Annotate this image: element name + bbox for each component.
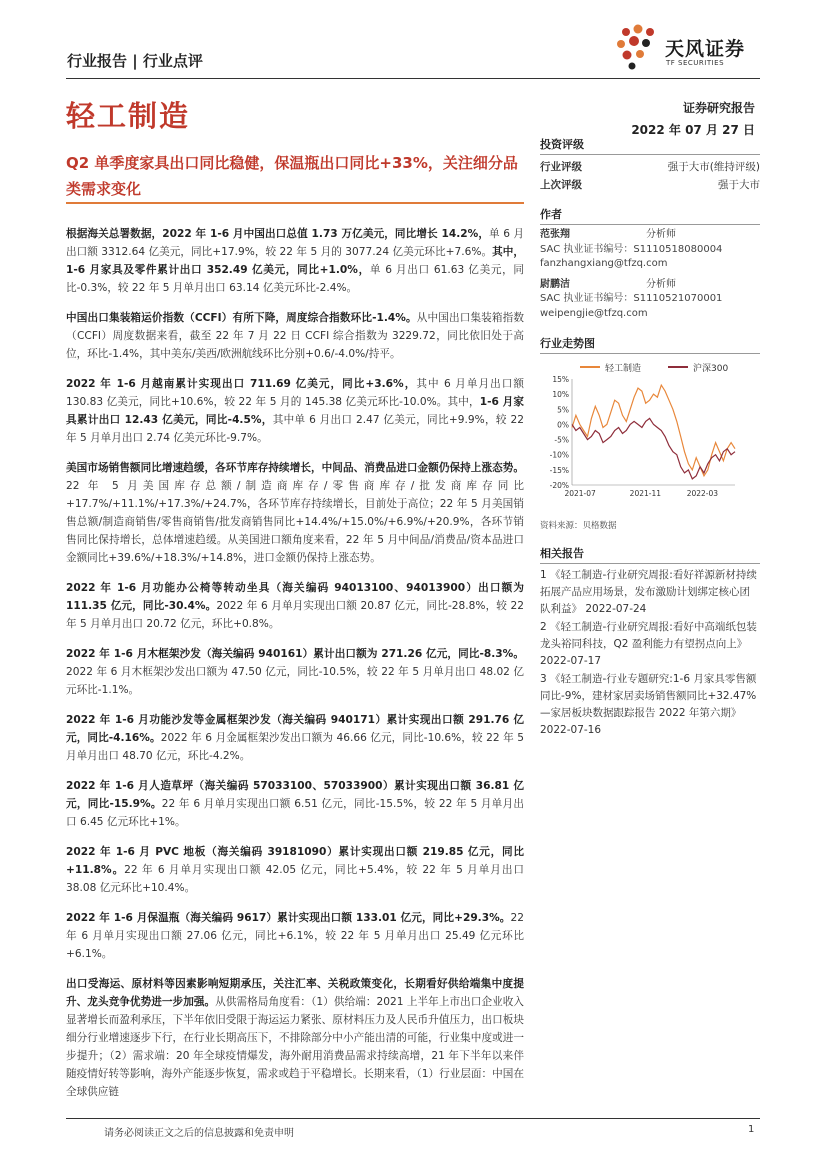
paragraph-lead: 2022 年 1-6 月越南累计实现出口 711.69 亿美元，同比+3.6%， [66,378,417,390]
paragraph-text: 22 年 6 月单月实现出口额 42.05 亿元，同比+5.4%，较 22 年 5 月单月出口 38.08 亿元环比+10.4%。 [66,864,524,894]
footer-disclaimer: 请务必阅读正文之后的信息披露和免责申明 [104,1128,294,1139]
paragraph-lead: 出口受海运、原材料等因素影响短期承压，关注汇率、关税政策变化，长期看好供给端集中度提升、龙头竞争优势进一步加强。 [66,978,524,1008]
paragraph [66,579,524,633]
analyst-name-line [540,278,760,293]
y-tick-label: 0% [557,420,569,430]
paragraph-text: 从供需格局角度看：（1）供给端：2021 上半年上市出口企业收入显著增长而盈利承压，下半年依旧受限于海运运力紧张、原材料压力及人民币升值压力，出口板块细分行业增速逐步下行，在行业长期高压下，不排除部分中小产能出清的可能，行业集中度或进一步提升；（2）需求端：20 年全球疫情爆发，海外耐用消费品需求持续高增，21 年下半年以来伴随疫情好转等影响，海外产能逐步恢复，需求或趋于平稳增长。长期来看，（1）行业层面：中国在全球供应链 [66,996,525,1098]
chart-source: 资料来源：贝格数据 [540,521,617,531]
y-tick-label: 10% [552,390,569,400]
y-tick-label: 5% [557,405,569,415]
chart-svg [540,357,760,517]
industry-title: 轻工制造 [66,99,191,133]
paragraph-lead: 2022 年 1-6 月人造草坪（海关编码 57033100、57033900）累计实现出口额 36.81 亿元，同比-15.9%。 [66,780,524,810]
related-date: 2022-07-24 [585,603,647,615]
paragraph [66,645,524,699]
paragraph-text: 其中 6 月单月出口额 130.83 亿美元，同比+10.6%，较 22 年 5 月的 145.38 亿美元环比-10.0%。其中， [66,378,524,408]
paragraph [66,225,524,297]
legend-label: 轻工制造 [605,364,642,374]
paragraph-text: 单 6 月出口 61.63 亿美元，同比-0.3%，较 22 年 5 月单月出口 63.14 亿美元环比-2.4%。 [66,264,525,294]
paragraph-text: 22 年 6 月单月实现出口额 27.06 亿元，同比+6.1%，较 22 年 5 月单月出口 25.49 亿元环比+6.1%。 [66,912,524,960]
analyst-card [540,228,760,272]
paragraph [66,909,524,963]
main-body [66,225,524,1113]
analyst-name: 范张翔 [540,229,570,240]
analyst-cert: SAC 执业证书编号：S1110521070001 [540,293,723,304]
company-logo-icon [612,22,664,74]
paragraph-lead: 其中，1-6 月家具及零件累计出口 352.49 亿美元，同比+1.0%， [66,246,524,276]
headline-divider [66,202,524,204]
paragraph-text: 2022 年 6 月木框架沙发出口额为 47.50 亿元，同比-10.5%，较 22 年 5 月单月出口 48.02 亿元环比-1.1%。 [66,666,524,696]
analyst-cert: SAC 执业证书编号：S1110518080004 [540,243,723,255]
page-number: 1 [748,1124,755,1135]
series-line-1 [572,418,735,479]
header-divider [66,78,760,79]
paragraph-lead: 2022 年 1-6 月功能沙发等金属框架沙发（海关编码 940171）累计实现出口额 291.76 亿元，同比-4.16%。 [66,714,524,744]
paragraph [66,309,524,363]
report-date: 2022 年 07 月 27 日 [631,123,755,137]
rating-value: 强于大市(维持评级) [667,161,760,173]
x-tick-label: 2022-03 [686,489,719,498]
series-line-0 [572,385,735,476]
report-category: 行业报告 | 行业点评 [67,52,203,70]
paragraph-text: 22 年 5 月美国库存总额/制造商库存/零售商库存/批发商库存同比+17.7%/+11.1%/+17.3%/+24.7%，各环节库存持续增长，目前处于高位；22 年 5 月美国销售总额/制造商销售/零售商销售/批发商销售同比+14.4%/+15.0%/+6.9%/+20.9%，各环节销售同比保持增长，总体增速趋缓。从美国进口额角度来看，22 年 5 月中间品/消费品/资本品进口金额同比+39.6%/+18.3%/+14.8%，进口金额仍保持上涨态势。 [66,480,524,564]
paragraph-text: 从中国出口集装箱指数（CCFI）周度数据来看，截至 22 年 7 月 22 日 CCFI 综合指数为 3229.72，同比依旧处于高位，环比-1.4%，其中美东/美西/欧洲航线环比分别+0.6/-4.0%/持平。 [66,312,524,360]
related-title: 3 《轻工制造-行业专题研究:1-6 月家具零售额同比-9%，建材家居卖场销售额同比+32.47%—家居板块数据跟踪报告 2022 年第六期》 [540,673,757,719]
rating-row [540,158,760,176]
industry-trend-chart [540,357,760,517]
related-reports [540,567,760,739]
y-tick-label: 15% [552,375,569,384]
paragraph-lead: 中国出口集装箱运价指数（CCFI）有所下降，周度综合指数环比-1.4%。 [66,312,417,324]
paragraph-lead: 美国市场销售额同比增速趋缓，各环节库存持续增长，中间品、消费品进口金额仍保持上涨态势。 [66,462,524,474]
analyst-email: fanzhangxiang@tfzq.com [540,258,668,269]
analyst-role: 分析师 [646,229,676,240]
paragraph-text: 2022 年 6 月金属框架沙发出口额为 46.66 亿元，同比-10.6%，较 22 年 5 月单月出口 48.70 亿元，环比-4.2%。 [66,732,524,762]
author-heading: 作者 [540,206,760,225]
paragraph [66,777,524,831]
related-report [540,671,760,739]
rating-label: 上次评级 [540,179,582,191]
paragraph [66,375,524,447]
related-report [540,567,760,618]
paragraph-text: 2022 年 6 月单月实现出口额 20.87 亿元，同比-28.8%，较 22 年 5 月单月出口 20.72 亿元，环比+0.8%。 [66,600,524,630]
y-tick-label: -20% [549,481,569,490]
headline: Q2 单季度家具出口同比稳健，保温瓶出口同比+33%，关注细分品类需求变化 [66,154,518,198]
rating-row [540,176,760,194]
analyst-name-line [540,228,760,243]
paragraph-text: 单 6 月出口额 3312.64 亿美元，同比+17.9%，较 22 年 5 月的 3077.24 亿美元环比+7.6%。 [66,228,524,258]
x-tick-label: 2021-07 [564,489,596,498]
report-type: 证券研究报告 [682,101,755,115]
related-title: 1 《轻工制造-行业研究周报:看好祥源新材持续拓展产品应用场景，发布激励计划绑定核心团队利益》 [540,569,757,615]
related-heading: 相关报告 [540,545,760,564]
logo-name-cn: 天风证券 [665,38,746,60]
related-title: 2 《轻工制造-行业研究周报:看好中高端纸包装龙头裕同科技，Q2 盈利能力有望拐点向上》 [540,621,757,650]
paragraph-lead: 2022 年 1-6 月木框架沙发（海关编码 940161）累计出口额为 271.26 亿元，同比-8.3%。 [66,648,524,660]
related-report [540,619,760,670]
logo-name-en: TF SECURITIES [666,59,725,67]
analyst-email: weipengjie@tfzq.com [540,307,648,319]
rating-label: 行业评级 [540,161,582,173]
paragraph-lead: 2022 年 1-6 月功能办公椅等转动坐具（海关编码 94013100、94013900）出口额为 111.35 亿元，同比-30.4%。 [66,582,524,612]
rating-value: 强于大市 [718,179,760,191]
paragraph-lead: 根据海关总署数据，2022 年 1-6 月中国出口总值 1.73 万亿美元，同比增长 14.2%， [66,228,490,240]
paragraph-lead: 1-6 月家具累计出口 12.43 亿美元，同比-4.5%， [66,396,525,426]
paragraph [66,459,524,567]
sidebar [540,136,760,740]
y-tick-label: -15% [549,465,569,475]
rating-heading: 投资评级 [540,136,760,155]
paragraph [66,975,524,1101]
footer-divider [66,1118,760,1119]
analyst-role: 分析师 [646,278,676,290]
trend-heading: 行业走势图 [540,335,760,354]
paragraph [66,843,524,897]
related-date: 2022-07-16 [540,724,602,736]
legend-label: 沪深300 [693,364,729,374]
y-tick-label: -5% [554,435,569,445]
related-date: 2022-07-17 [540,655,602,667]
analyst-card [540,278,760,322]
paragraph-lead: 2022 年 1-6 月保温瓶（海关编码 9617）累计实现出口额 133.01 亿元，同比+29.3%。 [66,912,511,924]
y-tick-label: -10% [549,450,569,460]
x-tick-label: 2021-11 [629,489,662,498]
paragraph-text: 22 年 6 月单月实现出口额 6.51 亿元，同比-15.5%，较 22 年 5 月单月出口 6.45 亿元环比+1%。 [66,798,524,828]
paragraph-lead: 2022 年 1-6 月 PVC 地板（海关编码 39181090）累计实现出口额 219.85 亿元，同比+11.8%。 [66,846,524,876]
analyst-list [540,228,760,321]
paragraph-text: 其中单 6 月出口 2.47 亿美元，同比+9.9%，较 22 年 5 月单月出口 2.74 亿美元环比-9.7%。 [66,414,524,444]
rating-table [540,158,760,194]
paragraph [66,711,524,765]
analyst-name: 尉鹏洁 [540,278,570,290]
